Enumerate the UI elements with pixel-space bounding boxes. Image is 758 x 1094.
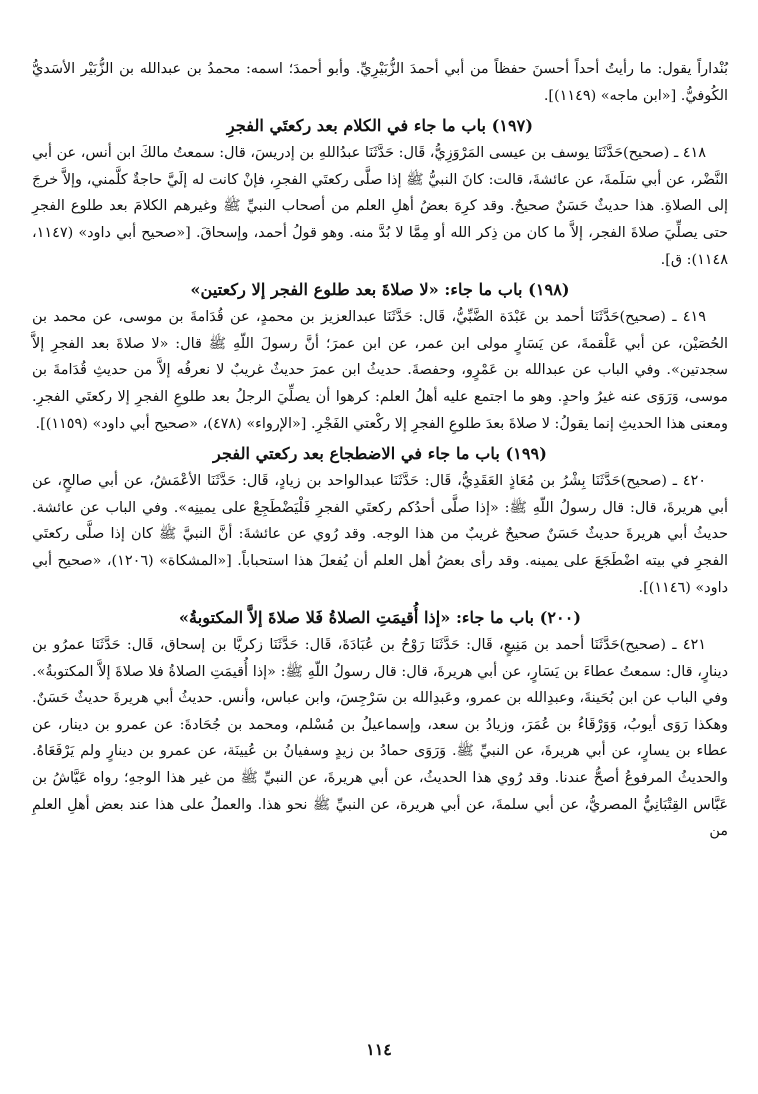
book-page xyxy=(32,56,728,1094)
chapter-heading-198: (١٩٨) باب ما جاء: «لا صلاةَ بعد طلوع الفجر إلا ركعتين» xyxy=(190,280,570,300)
page-number: ١١٤ xyxy=(366,1040,392,1059)
hadith-421-paragraph: ٤٢١ ـ (صحيح)حَدَّثَنَا أحمد بن مَنِيعٍ، قَال: حَدَّثَنَا رَوْحُ بن عُبَادَةَ، قَال: حَدَّثَنَا زكريَّا بن إسحاق، قَال: حَدَّثَنَا عمرُو بن دينارٍ، قال: سمعتُ عطاءَ بن يَسَارٍ، عن أبي هريرةَ، قال: قال رسولُ اللّهِ ﷺ: «إذا أُقيمَتِ الصلاةُ فلا صلاةَ إلاَّ المكتوبةُ». وفي الباب عن ابن بُحَينةَ، وعبدِالله بن عمرو، وعَبدِالله بن سَرْجِسَ، وابن عباس، وأنس. حديثُ أبي هريرةَ حديثٌ حَسَنٌ. وهكذا رَوَى أيوبُ، وَوَرْقَاءُ بن عُمَرَ، وزيادُ بن سعد، وإسماعيلُ بن مُسْلم، ومحمد بن جُحَادةَ: عن عمرو بن دينار، عن عطاء بن يسارٍ، عن أبي هريرةَ، عن النبيِّ ﷺ. وَرَوَى حمادُ بن زيدٍ وسفيانُ بن عُيينَة، عن عمرو بن دينارٍ ولم يَرْفَعَاهُ. والحديثُ المرفوعُ أصحُّ عندنا. وقد رُوي هذا الحديثُ، عن أبي هريرةَ، عن النبيِّ ﷺ من غير هذا الوجهِ؛ رواه عَيَّاشُ بن عَبَّاس القِتْبَانِيُّ المصريُّ، عن أبي سلمةَ، عن أبي هريرة، عن النبيِّ ﷺ نحو هذا. والعملُ على هذا عند بعض أهلِ العلمِ من xyxy=(32,637,728,840)
chapter-heading-200: (٢٠٠) باب ما جاء: «إذا أُقيمَتِ الصلاةُ فَلا صلاةَ إلاَّ المكتوبةُ» xyxy=(178,608,582,628)
intro-paragraph: بُنْداراً يقول: ما رأيتُ أحداً أحسنَ حفظاً من أبي أحمدَ الزُّبَيْرِيِّ. وأبو أحمدَ؛ اسمه: محمدُ بن عبدالله بن الزُّبَيْر الأسَديُّ الكُوفيُّ. [«ابن ماجه» (١١٤٩)]. xyxy=(32,61,728,104)
hadith-418-paragraph: ٤١٨ ـ (صحيح)حَدَّثَنَا يوسف بن عيسى المَرْوَزِيُّ، قَال: حَدَّثَنَا عبدُاللهِ بن إدريسَ، قال: سمعتُ مالكَ ابن أنس، عن أبي النَّضْر، عن أبي سَلَمةَ، عن عائشةَ، قالت: كانَ النبيُّ ﷺ إذا صلَّى ركعتَي الفجرِ، فإنْ كانت له إلَيَّ حاجةٌ كلَّمني، وإلاَّ خرجَ إلى الصلاةِ. هذا حديثٌ حَسَنٌ صحيحٌ. وقد كرِهَ بعضُ أهلِ العلم من أصحاب النبيِّ ﷺ وغيرهم الكلامَ بعد طلوع الفجرِ حتى يصلِّيَ صلاةَ الفجر، إلاَّ ما كان من ذِكر الله أو مِمَّا لا بُدَّ منه. وهو قولُ أحمد، وإسحاقَ. [«صحيح أبي داود» (١١٤٧، ١١٤٨): ق]. xyxy=(32,145,728,268)
hadith-419-paragraph: ٤١٩ ـ (صحيح)حَدَّثَنَا أحمد بن عَبْدَة الضَّبِّيُّ، قَال: حَدَّثَنَا عبدالعزيز بن محمدٍ، عن قُدَامةَ بن موسى، عن محمد بن الحُصَيْن، عن أبي عَلْقمةَ، عن يَسَارٍ مولى ابن عمر، عن ابن عمرَ؛ أنَّ رسولَ اللّهِ ﷺ قال: «لا صلاةَ بعد الفجرِ إلاَّ سجدتين». وفي الباب عن عبدالله بن عَمْرٍو، وحفصةَ. حديثُ ابن عمرَ حديثٌ غريبٌ لا نعرفُه إلاَّ من حديثِ قُدَامةَ بن موسى، وَرَوَى عنه غيرُ واحدٍ. وهو ما اجتمع عليه أهلُ العلم: كرهوا أن يصلِّيَ الرجلُ بعد طلوعِ الفجرِ إلا ركعتَي الفجرِ. ومعنى هذا الحديثِ إنما يقولُ: لا صلاةَ بعدَ طلوعِ الفجرِ إلا ركْعتي الفَجْرِ. [«الإرواء» (٤٧٨)، «صحيح أبي داود» (١١٥٩)]. xyxy=(32,309,728,432)
hadith-420-paragraph: ٤٢٠ ـ (صحيح)حَدَّثَنَا بِشْرُ بن مُعَاذٍ العَقَدِيُّ، قَال: حَدَّثَنَا عبدالواحد بن زيادٍ، قَال: حَدَّثَنَا الأعْمَشُ، عن أبي صالحٍ، عن أبي هريرةَ، قال: قال رسولُ اللّهِ ﷺ: «إذا صلَّى أحدُكم ركعتَي الفجرِ فَلْيَضْطَجِعْ على يمينِه». وفي الباب عن عائشة. حديثُ أبي هريرةَ حديثٌ حَسَنٌ صحيحٌ غريبٌ من هذا الوجه. وقد رُوي عن عائشةَ: أنَّ النبيَّ ﷺ كان إذا صلَّى ركعتَي الفجرِ في بيته اضْطَجَعَ على يمينه. وقد رأى بعضُ أهل العلم أن يُفعلَ هذا استحباباً. [«المشكاة» (١٢٠٦)، «صحيح أبي داود» (١١٤٦)]. xyxy=(32,473,728,596)
chapter-heading-197: (١٩٧) باب ما جاء في الكلام بعد ركعتَي الفجرِ xyxy=(226,116,534,136)
chapter-heading-199: (١٩٩) باب ما جاء في الاضطجاع بعد ركعتي الفجر xyxy=(213,444,547,464)
